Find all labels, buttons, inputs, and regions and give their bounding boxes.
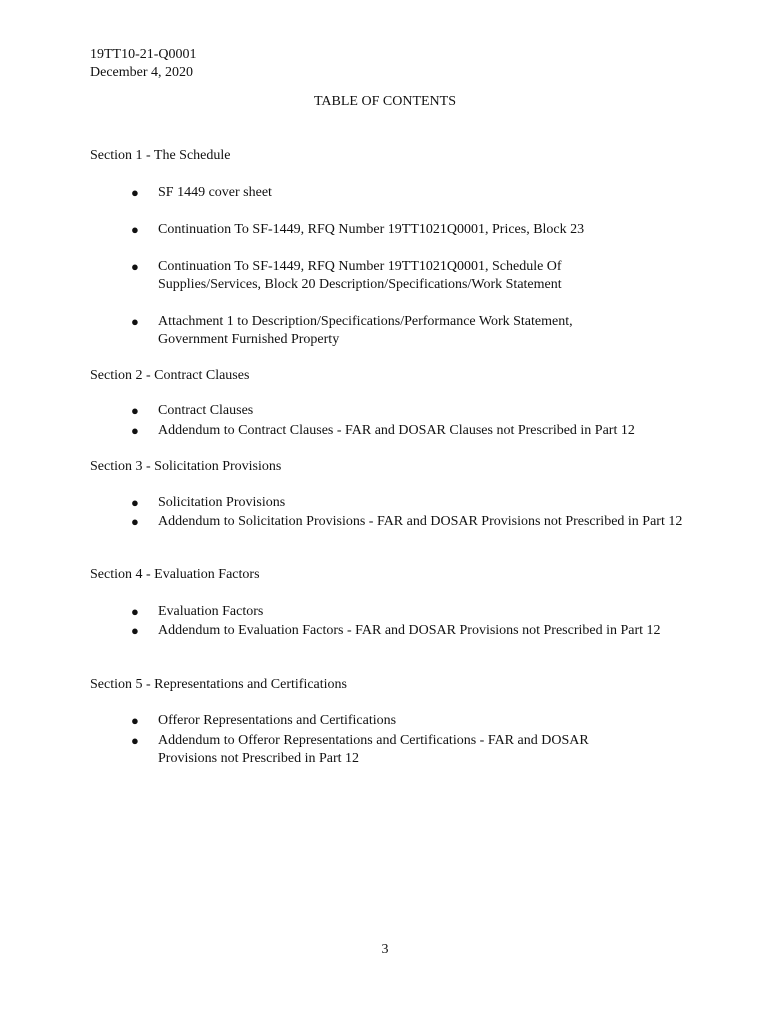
list-item-text: Contract Clauses xyxy=(158,403,254,418)
bullet-icon: ● xyxy=(131,733,139,748)
toc-title: TABLE OF CONTENTS xyxy=(314,94,456,109)
bullet-icon: ● xyxy=(131,259,139,274)
list-item-text: Solicitation Provisions xyxy=(158,495,286,510)
bullet-icon: ● xyxy=(131,604,139,619)
list-item-text: Evaluation Factors xyxy=(158,604,264,619)
list-item-text: Offeror Representations and Certifications xyxy=(158,713,397,728)
section-5-heading: Section 5 - Representations and Certifications xyxy=(90,677,347,692)
bullet-icon: ● xyxy=(131,314,139,329)
list-item-text: SF 1449 cover sheet xyxy=(158,185,272,200)
doc-date: December 4, 2020 xyxy=(90,65,194,80)
doc-number: 19TT10-21-Q0001 xyxy=(90,47,197,62)
list-item-text: Addendum to Evaluation Factors - FAR and DOSAR Provisions not Prescribed in Part 12 xyxy=(158,623,661,638)
page-number: 3 xyxy=(381,942,389,957)
bullet-icon: ● xyxy=(131,403,139,418)
section-4-heading: Section 4 - Evaluation Factors xyxy=(90,567,260,582)
section-1-heading: Section 1 - The Schedule xyxy=(90,148,231,163)
bullet-icon: ● xyxy=(131,185,139,200)
list-item-text: Addendum to Solicitation Provisions - FAR and DOSAR Provisions not Prescribed in Part 12 xyxy=(158,514,683,529)
list-item-text: Addendum to Contract Clauses - FAR and DOSAR Clauses not Prescribed in Part 12 xyxy=(158,423,635,438)
bullet-icon: ● xyxy=(131,713,139,728)
section-3-heading: Section 3 - Solicitation Provisions xyxy=(90,459,282,474)
bullet-icon: ● xyxy=(131,623,139,638)
list-item-text: Continuation To SF-1449, RFQ Number 19TT1021Q0001, Schedule Of Supplies/Services, Block 20 Description/Specifications/Work Statement xyxy=(158,259,562,292)
bullet-icon: ● xyxy=(131,514,139,529)
bullet-icon: ● xyxy=(131,423,139,438)
list-item-text: Addendum to Offeror Representations and Certifications - FAR and DOSAR Provisions not Prescribed in Part 12 xyxy=(158,733,589,766)
list-item-text: Attachment 1 to Description/Specifications/Performance Work Statement, Government Furnished Property xyxy=(158,314,573,347)
list-item-text: Continuation To SF-1449, RFQ Number 19TT1021Q0001, Prices, Block 23 xyxy=(158,222,585,237)
document-header xyxy=(90,46,197,82)
section-2-heading: Section 2 - Contract Clauses xyxy=(90,368,250,383)
bullet-icon: ● xyxy=(131,222,139,237)
bullet-icon: ● xyxy=(131,495,139,510)
